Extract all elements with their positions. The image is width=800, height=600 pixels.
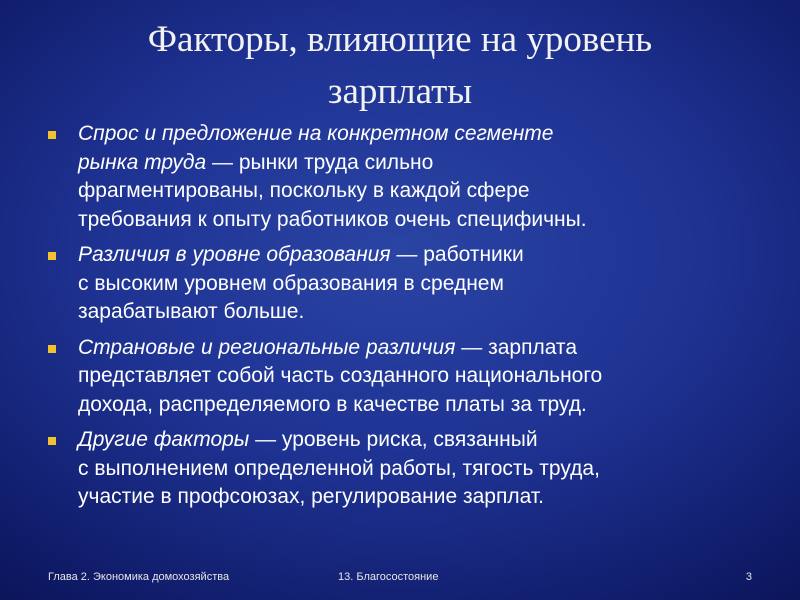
- bullet-lead-text: Страновые и региональные различия: [78, 335, 456, 359]
- bullet-body-text: — работники: [390, 243, 524, 266]
- bullet-body-text: — зарплата: [455, 335, 577, 359]
- bullet-line: с высоким уровнем образования в среднем: [78, 271, 504, 295]
- bullet-item-other: [48, 426, 768, 512]
- bullet-marker-icon: [48, 437, 56, 445]
- bullet-line: представляет собой часть созданного национального: [78, 364, 603, 387]
- bullet-lead-text: рынка труда: [78, 150, 207, 174]
- slide-title-line-1: Факторы, влияющие на уровень: [147, 19, 653, 60]
- bullet-body-text: — уровень риска, связанный: [249, 428, 538, 451]
- bullet-item-regional: [48, 334, 768, 420]
- bullet-body-text: — рынки труда сильно: [206, 150, 434, 174]
- bullet-line: дохода, распределяемого в качестве платы за труд.: [78, 392, 587, 416]
- bullet-line: фрагментированы, поскольку в каждой сфере: [78, 179, 530, 202]
- bullet-line: [78, 241, 768, 270]
- bullet-line: участие в профсоюзах, регулирование зарплат.: [78, 485, 544, 508]
- bullet-marker-icon: [48, 252, 56, 260]
- bullet-lead-text: Другие факторы: [78, 428, 250, 451]
- footer-section: 13. Благосостояние: [338, 571, 439, 583]
- bullet-item-supply-demand: [48, 120, 768, 234]
- slide-title-line-2: зарплаты: [327, 71, 473, 112]
- bullet-item-education: [48, 241, 768, 327]
- bullet-lead-text: Спрос и предложение на конкретном сегменте: [78, 122, 554, 145]
- bullet-marker-icon: [48, 131, 56, 139]
- bullet-line: [78, 334, 768, 363]
- bullet-line: [78, 120, 768, 149]
- slide-title: [40, 14, 760, 118]
- bullet-line: требования к опыту работников очень специфичны.: [78, 207, 587, 231]
- bullet-list: [48, 120, 768, 519]
- bullet-marker-icon: [48, 345, 56, 353]
- bullet-line: зарабатывают больше.: [78, 300, 305, 323]
- footer-page-number: 3: [745, 571, 752, 583]
- bullet-line: [78, 149, 768, 178]
- bullet-line: [78, 426, 768, 455]
- footer-chapter: Глава 2. Экономика домохозяйства: [48, 571, 230, 583]
- bullet-line: с выполнением определенной работы, тягость труда,: [78, 456, 600, 480]
- bullet-lead-text: Различия в уровне образования: [78, 243, 391, 266]
